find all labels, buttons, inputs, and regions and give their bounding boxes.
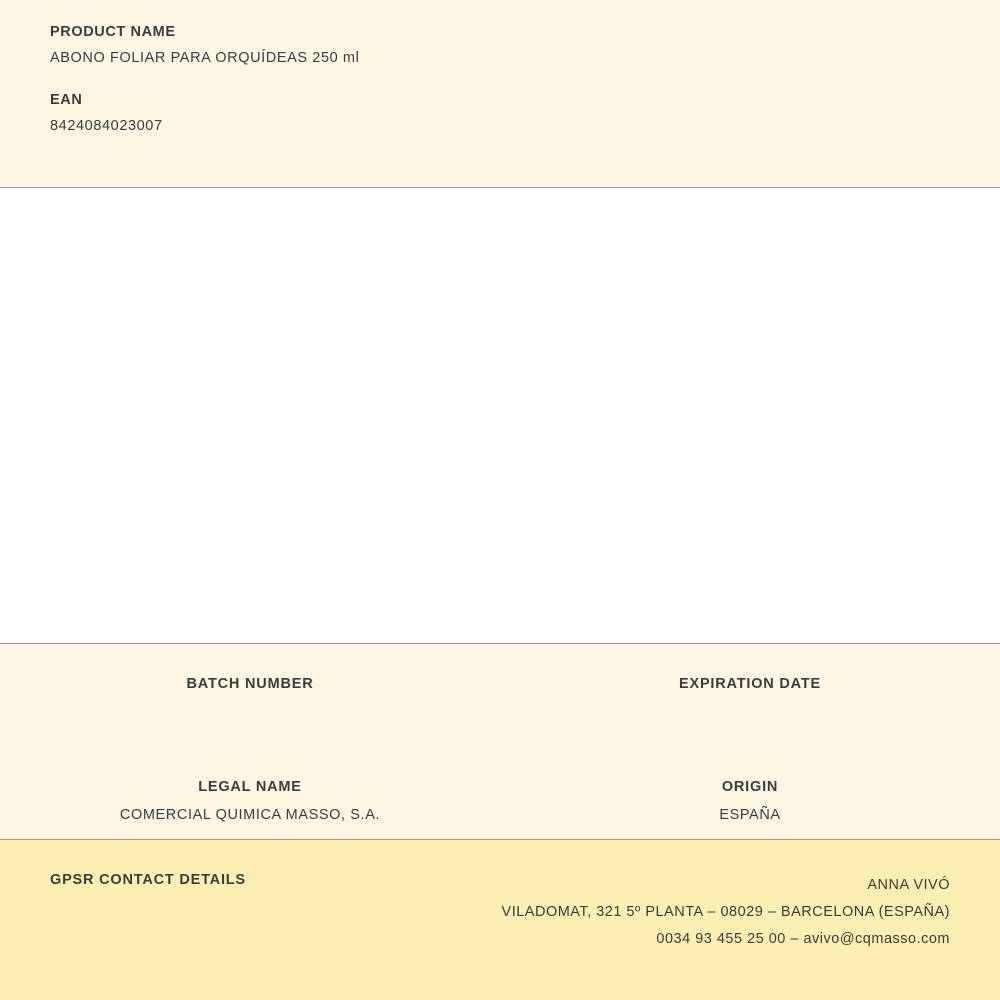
contact-name: ANNA VIVÓ (867, 877, 950, 893)
contact-phone-email: 0034 93 455 25 00 – avivo@cqmasso.com (656, 931, 950, 947)
product-name-label: PRODUCT NAME (50, 24, 176, 40)
origin-label: ORIGIN (721, 779, 779, 795)
batch-number-cell (0, 676, 500, 721)
header-block (0, 0, 1000, 188)
product-name-group (50, 24, 950, 66)
gpsr-contact-block (0, 840, 1000, 1000)
gpsr-contact-details (502, 872, 950, 953)
blank-content-area (0, 188, 1000, 644)
ean-value: 8424084023007 (50, 118, 163, 134)
expiration-date-label: EXPIRATION DATE (679, 676, 821, 692)
contact-address: VILADOMAT, 321 5º PLANTA – 08029 – BARCELONA (ESPAÑA) (501, 904, 950, 920)
expiration-date-value (500, 704, 1000, 721)
legal-name-value: COMERCIAL QUIMICA MASSO, S.A. (119, 807, 381, 823)
ean-label: EAN (50, 92, 83, 108)
origin-value: ESPAÑA (719, 807, 781, 823)
batch-number-label: BATCH NUMBER (186, 676, 314, 692)
batch-expiration-row (0, 644, 1000, 721)
legal-name-label: LEGAL NAME (198, 779, 302, 795)
legal-origin-row (0, 721, 1000, 824)
gpsr-contact-title: GPSR CONTACT DETAILS (50, 872, 246, 888)
batch-number-value (0, 704, 500, 721)
batch-info-block (0, 644, 1000, 840)
product-name-value: ABONO FOLIAR PARA ORQUÍDEAS 250 ml (50, 50, 360, 66)
ean-group (50, 92, 950, 134)
legal-name-cell (0, 779, 500, 824)
expiration-date-cell (500, 676, 1000, 721)
origin-cell (500, 779, 1000, 824)
